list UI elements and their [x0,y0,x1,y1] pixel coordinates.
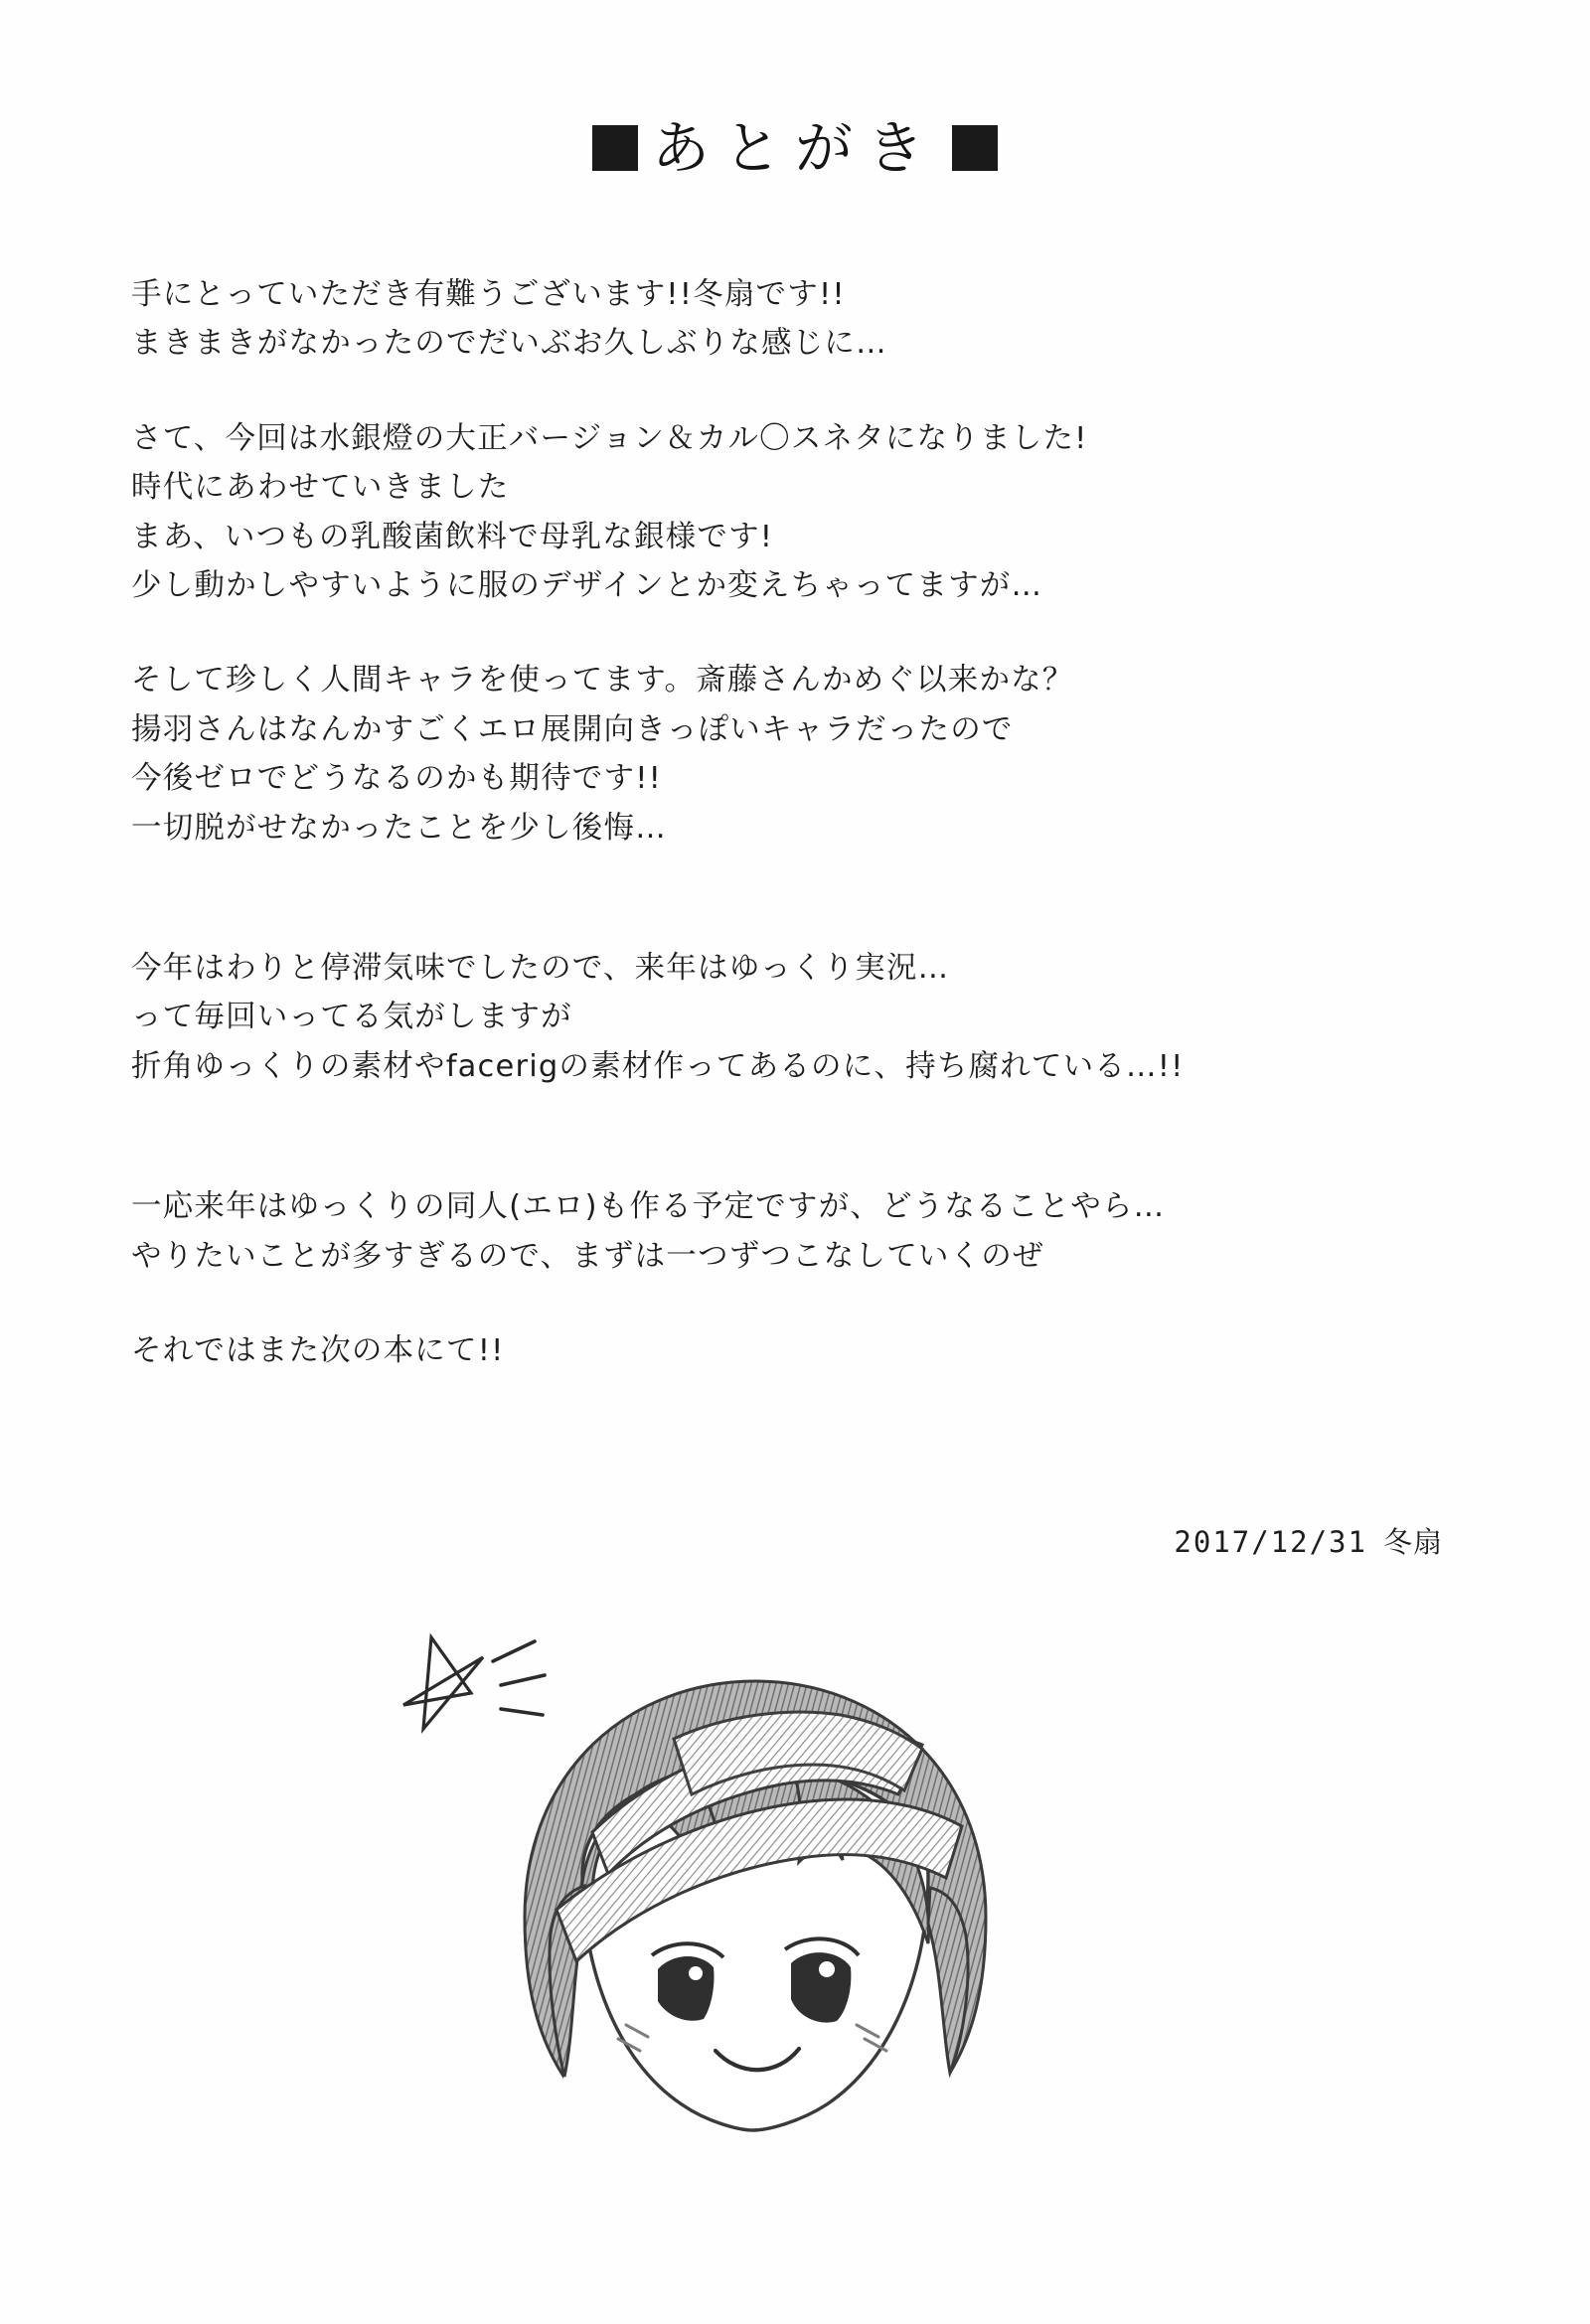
text-line: 今年はわりと停滞気味でしたので、来年はゆっくり実況… [131,951,950,987]
chibi-illustration [398,1620,1113,2236]
text-line: 折角ゆっくりの素材やfacerigの素材作ってあるのに、持ち腐れている…!! [131,1048,1185,1084]
paragraph-1 [131,270,1453,369]
text-line: って毎回いってる気がしますが [131,1000,572,1035]
text-line: 一切脱がせなかったことを少し後悔… [131,810,667,846]
text-line: まきまきがなかったのでだいぶお久しぶりな感じに… [131,326,887,362]
text-line: 一応来年はゆっくりの同人(エロ)も作る予定ですが、どうなることやら… [131,1189,1166,1225]
signature [1174,1520,1443,1561]
text-line: 手にとっていただき有難うございます!!冬扇です!! [131,277,846,312]
text-line: 揚羽さんはなんかすごくエロ展開向きっぽいキャラだったので [131,711,1014,747]
signature-name: 冬扇 [1382,1525,1443,1559]
decorative-square-right [952,125,998,171]
decorative-square-left [592,125,638,171]
paragraph-3 [131,656,1453,852]
paragraph-4 [131,944,1453,1091]
text-line: 少し動かしやすいように服のデザインとか変えちゃってますが… [131,568,1043,604]
paragraph-6 [131,1326,1453,1375]
paragraph-spacer [131,1137,1453,1182]
text-line: さて、今回は水銀燈の大正バージョン＆カル〇スネタになりました! [131,420,1088,456]
page-title-text: あとがき [651,114,938,182]
text-line: そして珍しく人間キャラを使ってます。斎藤さんかめぐ以来かな？ [131,663,1074,698]
motion-lines-icon [493,1641,545,1715]
text-line: 今後ゼロでどうなるのかも期待です!! [131,761,663,797]
text-line: やりたいことが多すぎるので、まずは一つずつこなしていくのぜ [131,1238,1044,1274]
afterword-body [131,270,1453,1376]
text-line: まあ、いつもの乳酸菌飲料で母乳な銀様です! [131,519,774,554]
sparkle-icon [403,1637,483,1729]
paragraph-2 [131,414,1453,611]
signature-date: 2017/12/31 [1174,1525,1367,1559]
page-title [0,114,1590,182]
text-line: それではまた次の本にて!! [131,1333,505,1369]
paragraph-5 [131,1182,1453,1281]
paragraph-spacer [131,898,1453,944]
text-line: 時代にあわせていきました [131,470,510,506]
